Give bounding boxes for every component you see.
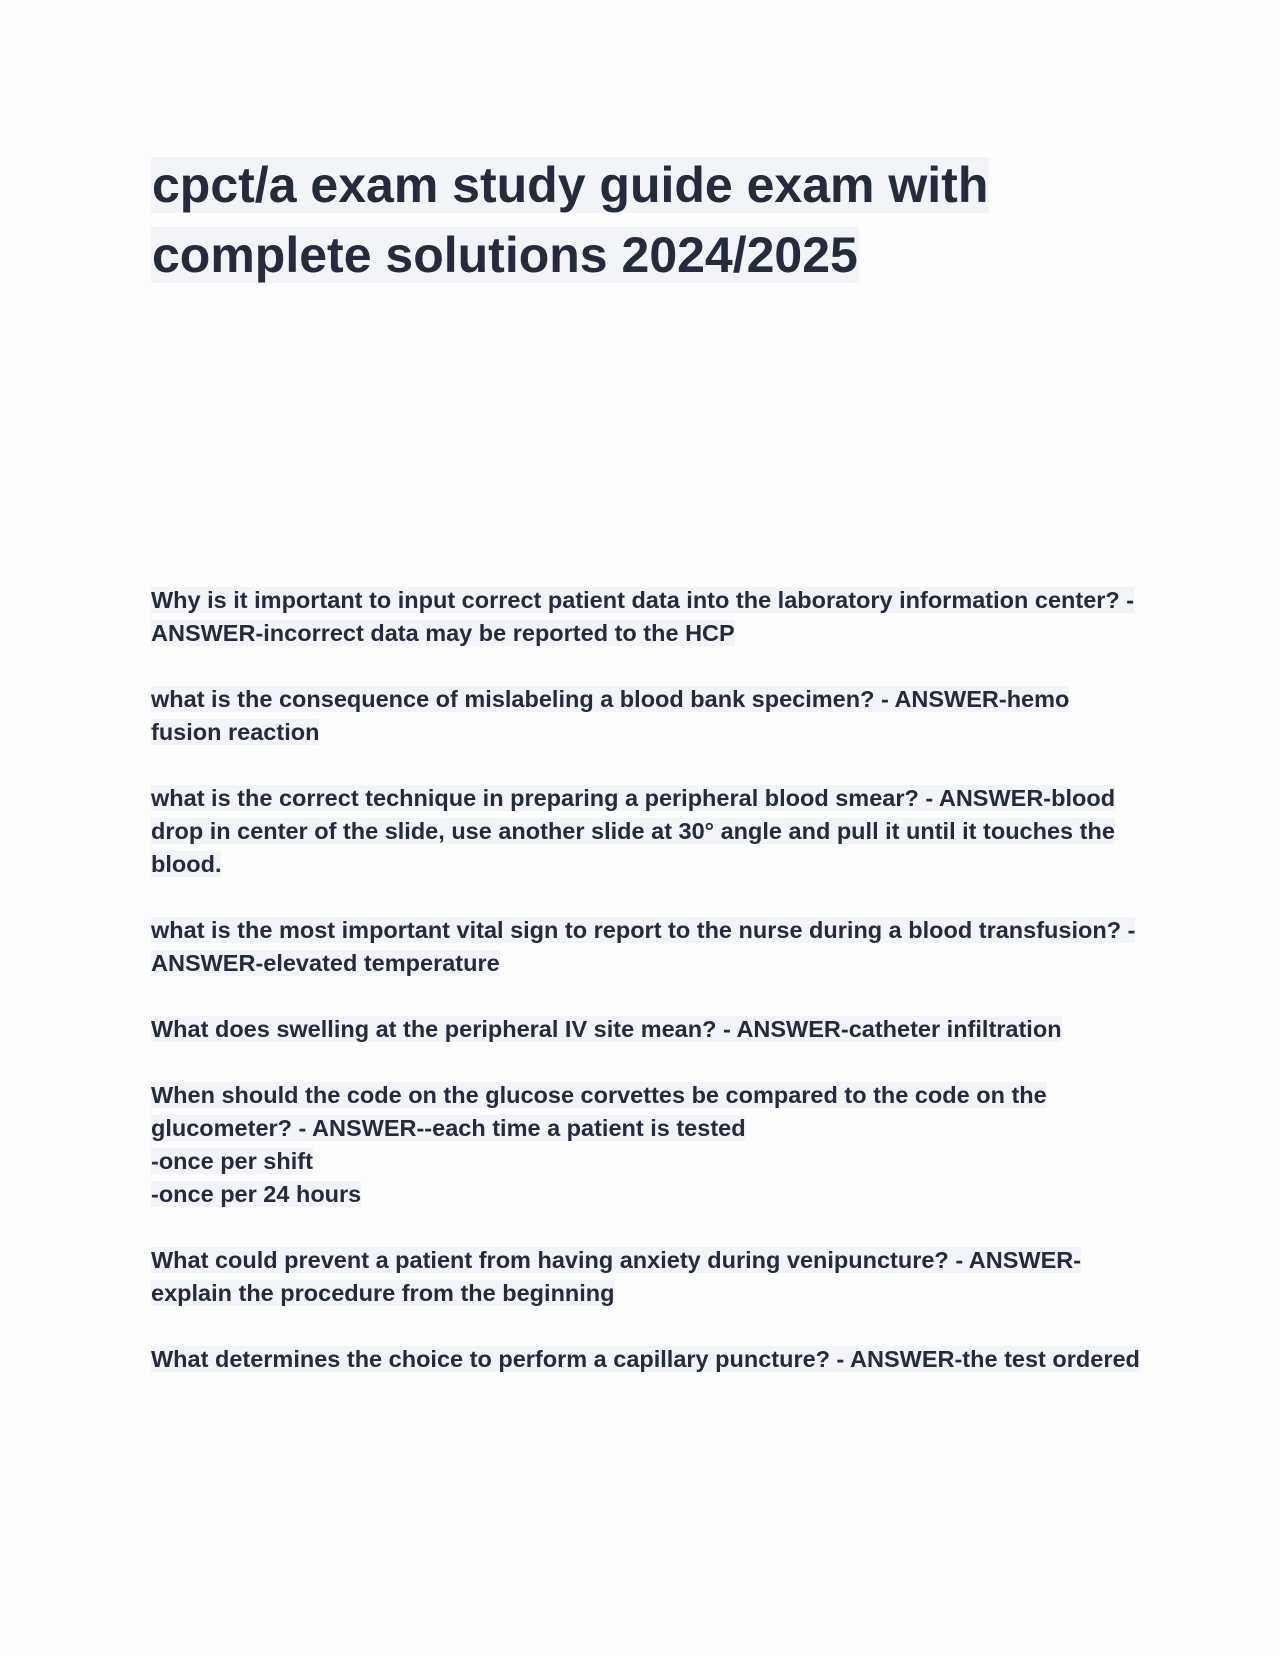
qa-item: When should the code on the glucose corvettes be compared to the code on the glucometer? - ANSWER--each time a patient is tested -once per shift -once per 24 hours	[151, 1082, 1047, 1207]
qa-item: Why is it important to input correct patient data into the laboratory information center? - ANSWER-incorrect data may be reported to the HCP	[151, 587, 1135, 646]
document-title: cpct/a exam study guide exam with complete solutions 2024/2025	[152, 157, 989, 283]
qa-item: what is the most important vital sign to report to the nurse during a blood transfusion? - ANSWER-elevated temperature	[151, 917, 1136, 976]
qa-item: What could prevent a patient from having anxiety during venipuncture? - ANSWER-explain the procedure from the beginning	[151, 1247, 1082, 1306]
document-page	[151, 150, 1141, 1372]
qa-item: What determines the choice to perform a capillary puncture? - ANSWER-the test ordered	[151, 1346, 1140, 1372]
qa-item: What does swelling at the peripheral IV site mean? - ANSWER-catheter infiltration	[151, 1016, 1062, 1042]
qa-item: what is the consequence of mislabeling a blood bank specimen? - ANSWER-hemo fusion reaction	[151, 686, 1070, 745]
qa-item: what is the correct technique in preparing a peripheral blood smear? - ANSWER-blood drop in center of the slide, use another slide at 30° angle and pull it until it touches the blood.	[151, 785, 1116, 877]
qa-list	[151, 584, 1141, 1409]
